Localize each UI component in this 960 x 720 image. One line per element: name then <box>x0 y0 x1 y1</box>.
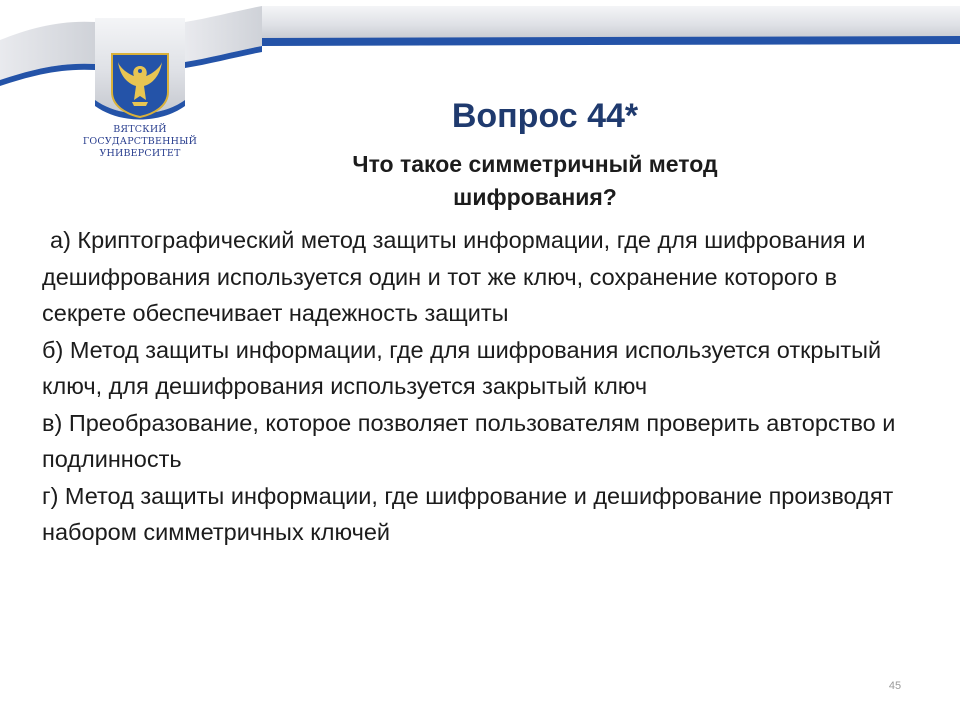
answer-option-b: б) Метод защиты информации, где для шифрования используется открытый ключ, для дешифрования используется закрытый ключ <box>42 336 882 399</box>
slide-title: Вопрос 44* <box>451 97 639 135</box>
answer-option-a: а) Криптографический метод защиты информации, где для шифрования и дешифрования используется один и тот же ключ, сохранение которого в секрете обеспечивает надежность защиты <box>42 227 866 326</box>
answer-option-d: г) Метод защиты информации, где шифрование и дешифрование производят набором симметричных ключей <box>42 482 894 545</box>
university-name-line-2: ГОСУДАРСТВЕННЫЙ <box>82 136 198 147</box>
university-name-line-1: ВЯТСКИЙ <box>113 124 167 135</box>
university-name-line-3: УНИВЕРСИТЕТ <box>99 148 181 159</box>
university-emblem-icon <box>110 52 170 118</box>
question-text: Что такое симметричный метод шифрования? <box>352 151 718 210</box>
answer-option-c: в) Преобразование, которое позволяет пользователям проверить авторство и подлинность <box>42 409 896 472</box>
university-name <box>78 124 202 160</box>
answer-list <box>42 222 922 551</box>
page-number: 45 <box>888 680 902 692</box>
